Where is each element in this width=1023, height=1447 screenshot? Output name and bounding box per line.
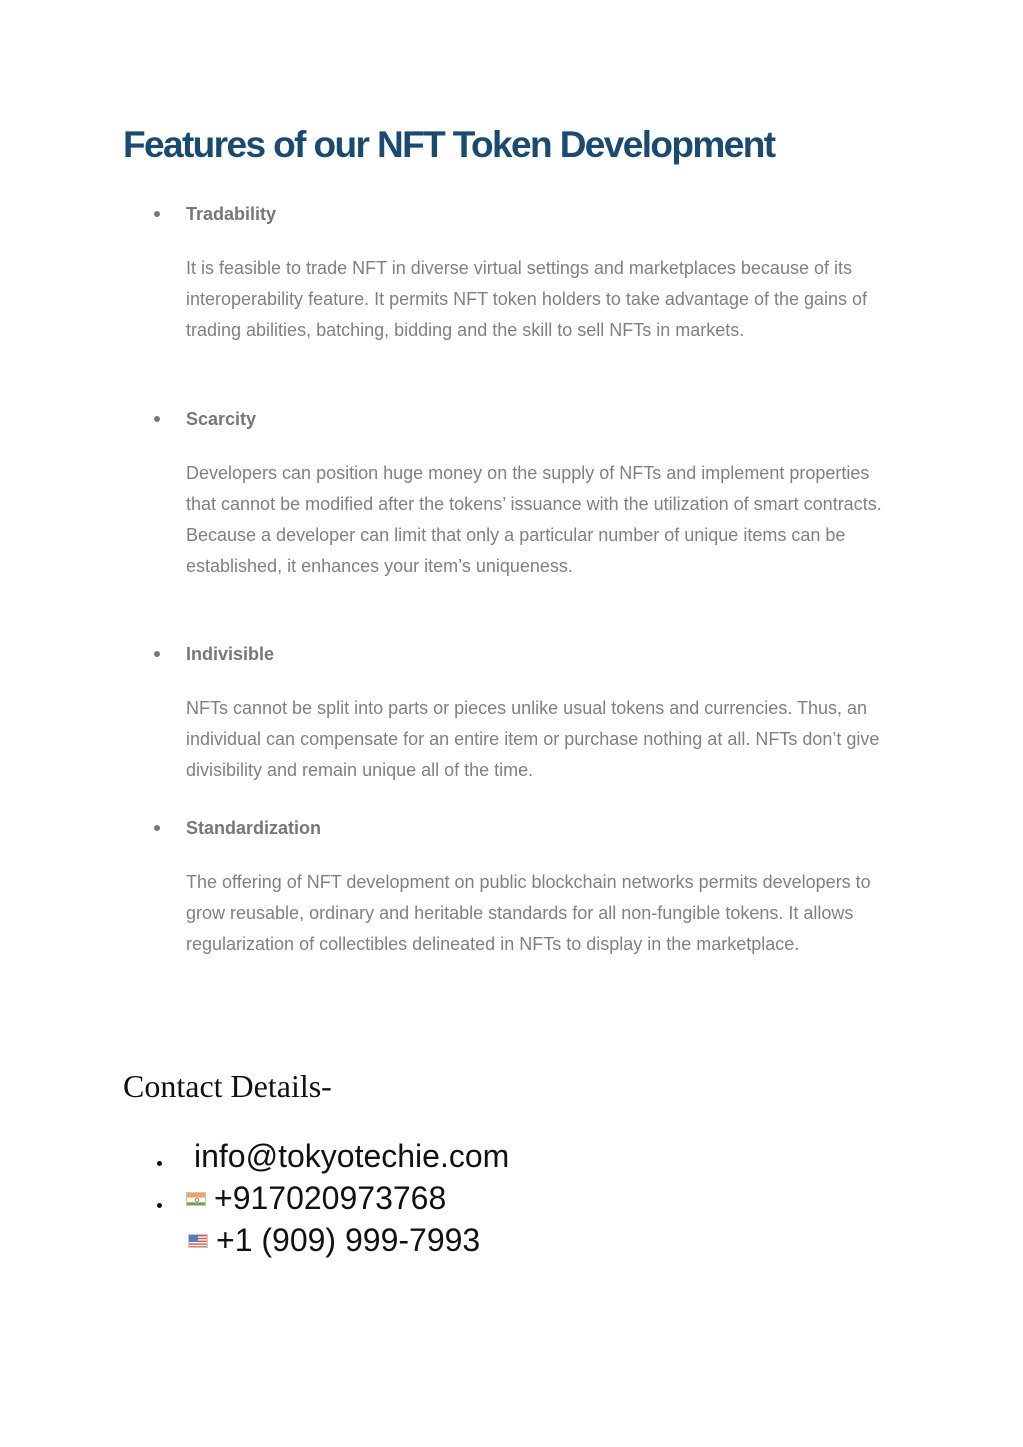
contact-email[interactable]: info@tokyotechie.com bbox=[194, 1138, 510, 1174]
page-title: Features of our NFT Token Development bbox=[123, 124, 775, 165]
bullet-icon bbox=[154, 416, 160, 422]
feature-text-standardization: The offering of NFT development on public blockchain networks permits developers to grow reusable, ordinary and heritable standards for all non-fungible tokens. It allows regularization of collectibles delineated in NFTs to display in the marketplace. bbox=[186, 872, 871, 954]
us-flag-icon bbox=[188, 1234, 208, 1248]
bullet-icon bbox=[157, 1161, 162, 1166]
contact-phone-india[interactable]: +917020973768 bbox=[214, 1180, 447, 1216]
bullet-icon bbox=[154, 651, 160, 657]
bullet-icon bbox=[154, 211, 160, 217]
contact-heading: Contact Details- bbox=[123, 1068, 332, 1104]
feature-text-indivisible: NFTs cannot be split into parts or pieces unlike usual tokens and currencies. Thus, an individual can compensate for an entire item or purchase nothing at all. NFTs don’t give divisibility and remain unique all of the time. bbox=[186, 698, 880, 780]
india-flag-icon bbox=[186, 1192, 206, 1206]
feature-heading-tradability: Tradability bbox=[186, 204, 277, 224]
feature-text-tradability: It is feasible to trade NFT in diverse virtual settings and marketplaces because of its interoperability feature. It permits NFT token holders to take advantage of the gains of trading abilities, batching, bidding and the skill to sell NFTs in markets. bbox=[186, 258, 868, 340]
feature-heading-scarcity: Scarcity bbox=[186, 409, 257, 429]
bullet-icon bbox=[157, 1203, 162, 1208]
feature-heading-indivisible: Indivisible bbox=[186, 644, 275, 664]
feature-heading-standardization: Standardization bbox=[186, 818, 322, 838]
feature-text-scarcity: Developers can position huge money on the supply of NFTs and implement properties that cannot be modified after the tokens’ issuance with the utilization of smart contracts. Because a developer can limit that only a particular number of unique items can be established, it enhances your item’s uniqueness. bbox=[186, 463, 882, 576]
contact-phone-us[interactable]: +1 (909) 999-7993 bbox=[216, 1222, 481, 1258]
bullet-icon bbox=[154, 825, 160, 831]
